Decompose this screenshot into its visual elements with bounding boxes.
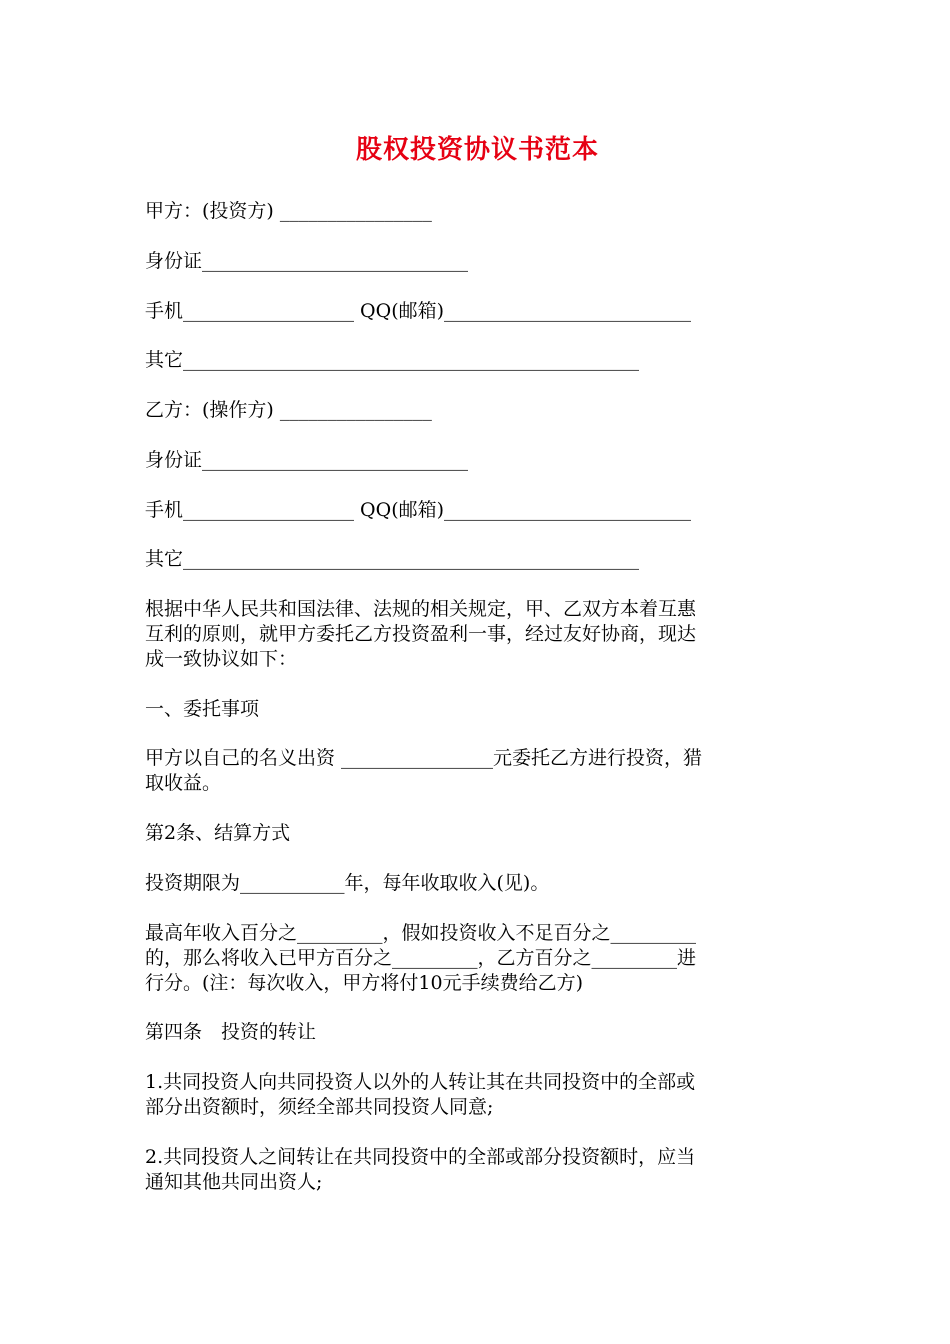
section2-line-2: 的，那么将收入已甲方百分之_________，乙方百分之_________进 bbox=[145, 947, 697, 969]
section2-line-3: 行分。(注：每次收入，甲方将付10元手续费给乙方) bbox=[145, 972, 584, 994]
party-a-label: 甲方：(投资方) ________________ bbox=[145, 200, 432, 222]
party-b-id-line: 身份证____________________________ bbox=[145, 449, 469, 471]
section2-term-line: 投资期限为___________年，每年收取收入(见)。 bbox=[145, 872, 550, 894]
section1-line-1: 甲方以自己的名义出资 ________________元委托乙方进行投资，猎 bbox=[145, 747, 703, 769]
intro-line-3: 成一致协议如下： bbox=[145, 648, 298, 670]
section1-line-2: 取收益。 bbox=[145, 772, 222, 794]
party-b-phone-line: 手机__________________ QQ(邮箱)__________________________ bbox=[145, 499, 692, 521]
intro-line-1: 根据中华人民共和国法律、法规的相关规定，甲、乙双方本着互惠 bbox=[145, 598, 697, 620]
document-title: 股权投资协议书范本 bbox=[355, 135, 599, 165]
party-a-phone-line: 手机__________________ QQ(邮箱)__________________________ bbox=[145, 300, 692, 322]
section4-item1-line-2: 部分出资额时，须经全部共同投资人同意; bbox=[145, 1096, 494, 1118]
party-a-id-line: 身份证____________________________ bbox=[145, 250, 469, 272]
section1-heading: 一、委托事项 bbox=[145, 698, 260, 720]
section4-item2-line-2: 通知其他共同出资人; bbox=[145, 1171, 323, 1193]
section4-item1-line-1: 1.共同投资人向共同投资人以外的人转让其在共同投资中的全部或 bbox=[145, 1071, 696, 1093]
party-b-other-line: 其它________________________________________________ bbox=[145, 548, 640, 570]
section4-item2-line-1: 2.共同投资人之间转让在共同投资中的全部或部分投资额时，应当 bbox=[145, 1146, 696, 1168]
section2-line-1: 最高年收入百分之_________，假如投资收入不足百分之_________ bbox=[145, 922, 697, 944]
party-a-other-line: 其它________________________________________________ bbox=[145, 349, 640, 371]
intro-line-2: 互利的原则，就甲方委托乙方投资盈利一事，经过友好协商，现达 bbox=[145, 623, 697, 645]
section4-heading: 第四条 投资的转让 bbox=[145, 1021, 317, 1043]
party-b-label: 乙方：(操作方) ________________ bbox=[145, 399, 432, 421]
section2-heading: 第2条、结算方式 bbox=[145, 822, 291, 844]
